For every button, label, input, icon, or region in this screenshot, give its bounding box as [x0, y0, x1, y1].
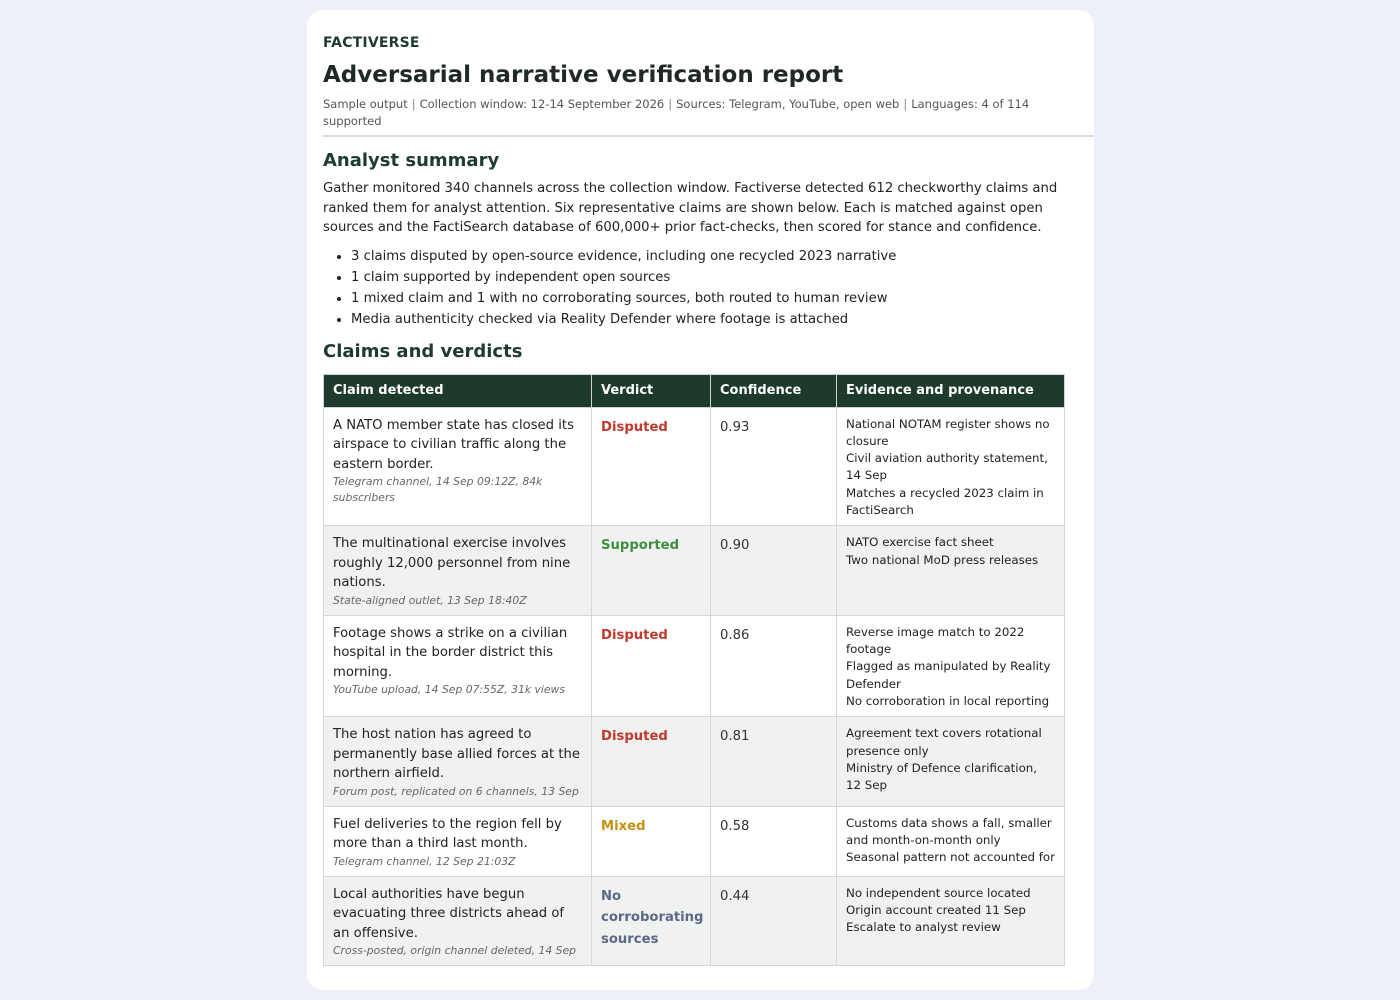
confidence-value: 0.81 — [720, 729, 750, 745]
verdict-cell — [592, 806, 711, 876]
evidence-cell — [837, 717, 1065, 807]
verdict-badge: Disputed — [601, 627, 668, 643]
claim-source: Telegram channel, 12 Sep 21:03Z — [333, 854, 516, 868]
verdict-badge: Disputed — [601, 729, 668, 745]
confidence-cell — [711, 526, 837, 616]
column-header-claim: Claim detected — [324, 374, 592, 407]
brand-name: FACTIVERSE — [323, 35, 420, 51]
claim-source: Cross-posted, origin channel deleted, 14 Sep — [333, 944, 576, 958]
evidence-item: Agreement text covers rotational presence only — [846, 726, 1042, 758]
evidence-item: Seasonal pattern not accounted for — [846, 850, 1055, 865]
evidence-item: Reverse image match to 2022 footage — [846, 624, 1025, 657]
verdict-badge: Supported — [601, 538, 680, 554]
meta-separator: | — [411, 97, 416, 111]
evidence-item: No corroboration in local reporting — [846, 693, 1050, 708]
evidence-cell — [837, 526, 1065, 616]
confidence-value: 0.58 — [720, 818, 750, 834]
claim-text: The host nation has agreed to permanently base allied forces at the northern airfield. — [333, 727, 580, 782]
claims-table — [323, 374, 1065, 967]
evidence-item: NATO exercise fact sheet — [846, 535, 994, 550]
evidence-item: Civil aviation authority statement, 14 Sep — [846, 451, 1048, 483]
meta-window: Collection window: 12-14 September 2026 — [419, 97, 665, 111]
claim-source: State-aligned outlet, 13 Sep 18:40Z — [333, 593, 527, 607]
confidence-cell — [711, 806, 837, 876]
claim-cell — [324, 615, 592, 716]
claim-text: Fuel deliveries to the region fell by more than a third last month. — [333, 816, 562, 852]
claims-heading: Claims and verdicts — [323, 340, 523, 362]
claim-cell — [324, 717, 592, 807]
confidence-value: 0.44 — [720, 888, 750, 904]
verdict-cell — [592, 876, 711, 966]
table-row — [324, 717, 1065, 807]
claim-cell — [324, 407, 592, 526]
evidence-cell — [837, 876, 1065, 966]
summary-bullet: • 1 mixed claim and 1 with no corroborating sources, both routed to human review — [351, 288, 1094, 309]
confidence-value: 0.93 — [720, 419, 750, 435]
summary-bullet: • Media authenticity checked via Reality Defender where footage is attached — [351, 309, 1094, 330]
report-meta — [323, 96, 1073, 130]
evidence-cell — [837, 407, 1065, 526]
evidence-item: National NOTAM register shows no closure — [846, 416, 1050, 448]
meta-sources: Sources: Telegram, YouTube, open web — [676, 97, 900, 111]
evidence-cell — [837, 615, 1065, 716]
column-header-evidence: Evidence and provenance — [837, 374, 1065, 407]
report-card — [307, 10, 1094, 990]
verdict-badge: Disputed — [601, 419, 668, 435]
claim-cell — [324, 806, 592, 876]
claim-source: Telegram channel, 14 Sep 09:12Z, 84k subscribers — [333, 475, 543, 504]
summary-bullets — [323, 246, 1094, 330]
column-header-confidence: Confidence — [711, 374, 837, 407]
table-row — [324, 615, 1065, 716]
claim-source: YouTube upload, 14 Sep 07:55Z, 31k views — [333, 683, 566, 697]
table-row — [324, 407, 1065, 526]
table-header-row — [324, 374, 1065, 407]
meta-languages: Languages: 4 of 114 supported — [323, 97, 1030, 128]
evidence-item: Origin account created 11 Sep — [846, 903, 1026, 918]
confidence-cell — [711, 717, 837, 807]
meta-sample: Sample output — [323, 97, 408, 111]
claim-cell — [324, 876, 592, 966]
verdict-cell — [592, 717, 711, 807]
summary-bullet: • 1 claim supported by independent open sources — [351, 267, 1094, 288]
evidence-cell — [837, 806, 1065, 876]
report-title: Adversarial narrative verification report — [323, 62, 844, 88]
evidence-item: Ministry of Defence clarification, 12 Sep — [846, 760, 1038, 793]
verdict-badge: No corroborating sources — [601, 888, 704, 947]
claim-text: A NATO member state has closed its airspace to civilian traffic along the eastern border. — [333, 417, 574, 472]
claim-text: The multinational exercise involves roughly 12,000 personnel from nine nations. — [333, 536, 571, 591]
evidence-item: Two national MoD press releases — [846, 552, 1039, 567]
confidence-cell — [711, 407, 837, 526]
meta-separator: | — [903, 97, 908, 111]
confidence-cell — [711, 876, 837, 966]
claim-cell — [324, 526, 592, 616]
claim-text: Local authorities have begun evacuating three districts ahead of an offensive. — [333, 886, 565, 941]
verdict-cell — [592, 615, 711, 716]
meta-separator: | — [668, 97, 673, 111]
confidence-cell — [711, 615, 837, 716]
summary-bullet: • 3 claims disputed by open-source evidence, including one recycled 2023 narrative — [351, 246, 1094, 267]
evidence-item: Escalate to analyst review — [846, 920, 1001, 935]
verdict-cell — [592, 407, 711, 526]
summary-paragraph: Gather monitored 340 channels across the collection window. Factiverse detected 612 checkworthy claims and ranked them for analyst attention. Six representative claims are shown below. Each is matched against open sources and the FactiSearch database of 600,000+ prior fact-checks, then scored for stance and confidence. — [323, 181, 1058, 235]
summary-heading: Analyst summary — [323, 150, 500, 171]
evidence-item: Flagged as manipulated by Reality Defender — [846, 659, 1051, 691]
evidence-item: No independent source located — [846, 885, 1031, 900]
verdict-badge: Mixed — [601, 818, 646, 834]
table-row — [324, 806, 1065, 876]
table-row — [324, 526, 1065, 616]
table-row — [324, 876, 1065, 966]
confidence-value: 0.90 — [720, 538, 750, 554]
evidence-item: Customs data shows a fall, smaller and month-on-month only — [846, 815, 1052, 848]
claim-source: Forum post, replicated on 6 channels, 13 Sep — [333, 784, 579, 798]
header-divider — [323, 135, 1094, 137]
claim-text: Footage shows a strike on a civilian hospital in the border district this morning. — [333, 625, 568, 680]
verdict-cell — [592, 526, 711, 616]
evidence-item: Matches a recycled 2023 claim in FactiSearch — [846, 485, 1044, 517]
confidence-value: 0.86 — [720, 627, 750, 643]
column-header-verdict: Verdict — [592, 374, 711, 407]
